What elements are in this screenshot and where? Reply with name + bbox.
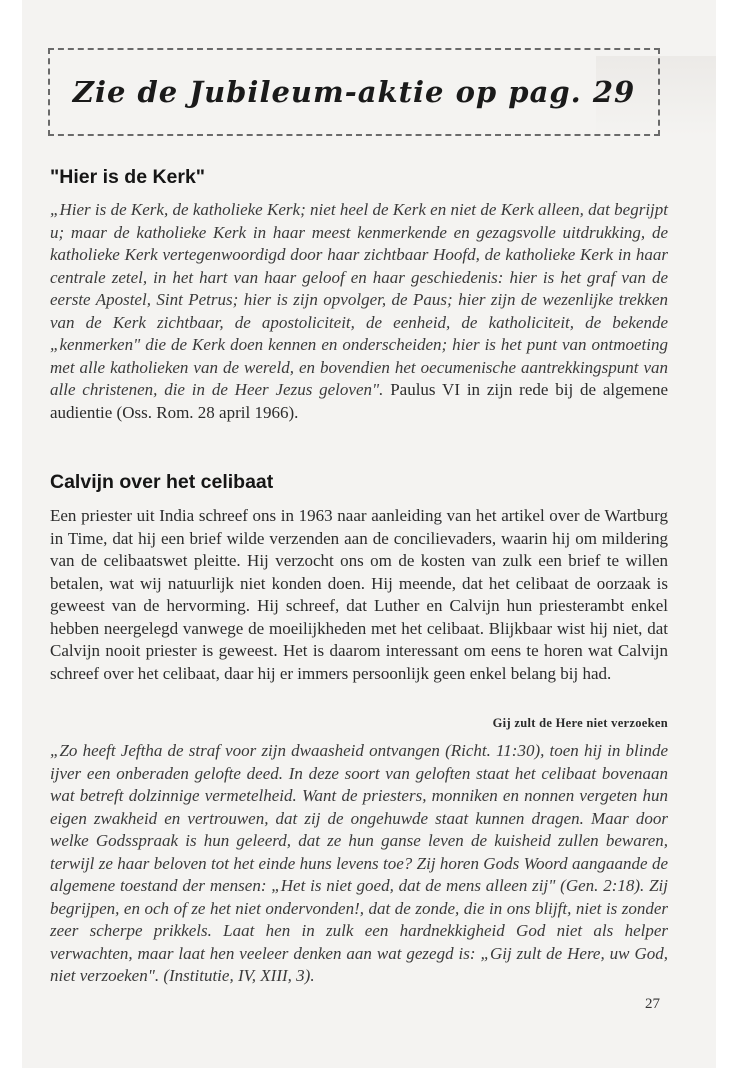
section-heading-calvijn: Calvijn over het celibaat [50, 471, 274, 493]
paragraph-hier-is-de-kerk [50, 199, 668, 424]
announcement-banner [48, 48, 660, 136]
paragraph-calvijn-intro: Een priester uit India schreef ons in 1963 naar aanleiding van het artikel over de Wartburg in Time, dat hij een brief wilde verzenden aan de concilievaders, waarin hij om mildering van de celibaatswet pleitte. Hij verzocht ons om de kosten van zulk een brief te willen betalen, wat wij natuurlijk niet konden doen. Hij meende, dat het celibaat de oorzaak is geweest van de hervorming. Hij schreef, dat Luther en Calvijn hun priesterambt enkel hebben neergelegd vanwege de moeilijkheden met het celibaat. Blijkbaar wist hij niet, dat Calvijn nooit priester is geweest. Het is daarom interessant om eens te horen wat Calvijn schreef over het celibaat, daar hij er immers persoonlijk geen enkel belang bij had. [50, 506, 668, 683]
section-heading-hier-is-de-kerk: "Hier is de Kerk" [50, 166, 206, 188]
papal-quote: „Hier is de Kerk, de katholieke Kerk; niet heel de Kerk en niet de Kerk alleen, dat begrijpt u; maar de katholieke Kerk in haar meest kenmerkende en gezagsvolle uitdrukking, de katholieke Kerk vertegenwoordigd door haar zichtbaar Hoofd, de katholieke Kerk in haar centrale zetel, in het hart van haar geloof en haar geschiedenis: hier is het graf van de eerste Apostel, Sint Petrus; hier is zijn opvolger, de Paus; hier zijn de wezenlijke trekken van de Kerk zichtbaar, de apostoliciteit, de eenheid, de katholiciteit, de bekende „kenmerken" die de Kerk doen kennen en onderscheiden; hier is het punt van ontmoeting met alle katholieken van de wereld, en bovendien het oecumenische aantrekkingspunt van alle christenen, die in de Heer Jezus geloven". [50, 200, 668, 399]
page-number: 27 [645, 996, 660, 1012]
banner-text: Zie de Jubileum-aktie op pag. 29 [72, 75, 636, 109]
calvijn-quote: „Zo heeft Jeftha de straf voor zijn dwaasheid ontvangen (Richt. 11:30), toen hij in blinde ijver een onberaden gelofte deed. In deze soort van geloften staat het celibaat bovenaan wat betreft dolzinnige vermetelheid. Want de priesters, monniken en nonnen vergeten hun eigen zwakheid en vertrouwen, dat zij de ongehuwde staat kunnen dragen. Maar door welke Godsspraak is hun geleerd, dat ze hun ganse leven de kuisheid zullen bewaren, terwijl ze haar beloven tot het einde huns levens toe? Zij horen Gods Woord aangaande de algemene toestand der mensen: „Het is niet goed, dat de mens alleen zij" (Gen. 2:18). Zij begrijpen, en och of ze het niet ondervonden!, dat de zonde, die in ons blijft, niet is zonder zeer scherpe prikkels. Laat hen in zulk een hardnekkigheid God niet als helper verwachten, maar laat hen veeleer denken aan wat gezegd is: „Gij zult de Here, uw God, niet verzoeken". (Institutie, IV, XIII, 3). [50, 741, 668, 985]
subheading-gij-zult: Gij zult de Here niet verzoeken [492, 716, 668, 730]
quote-attribution: Paulus VI in zijn rede bij de algemene audientie (Oss. Rom. 28 april 1966). [50, 380, 668, 422]
